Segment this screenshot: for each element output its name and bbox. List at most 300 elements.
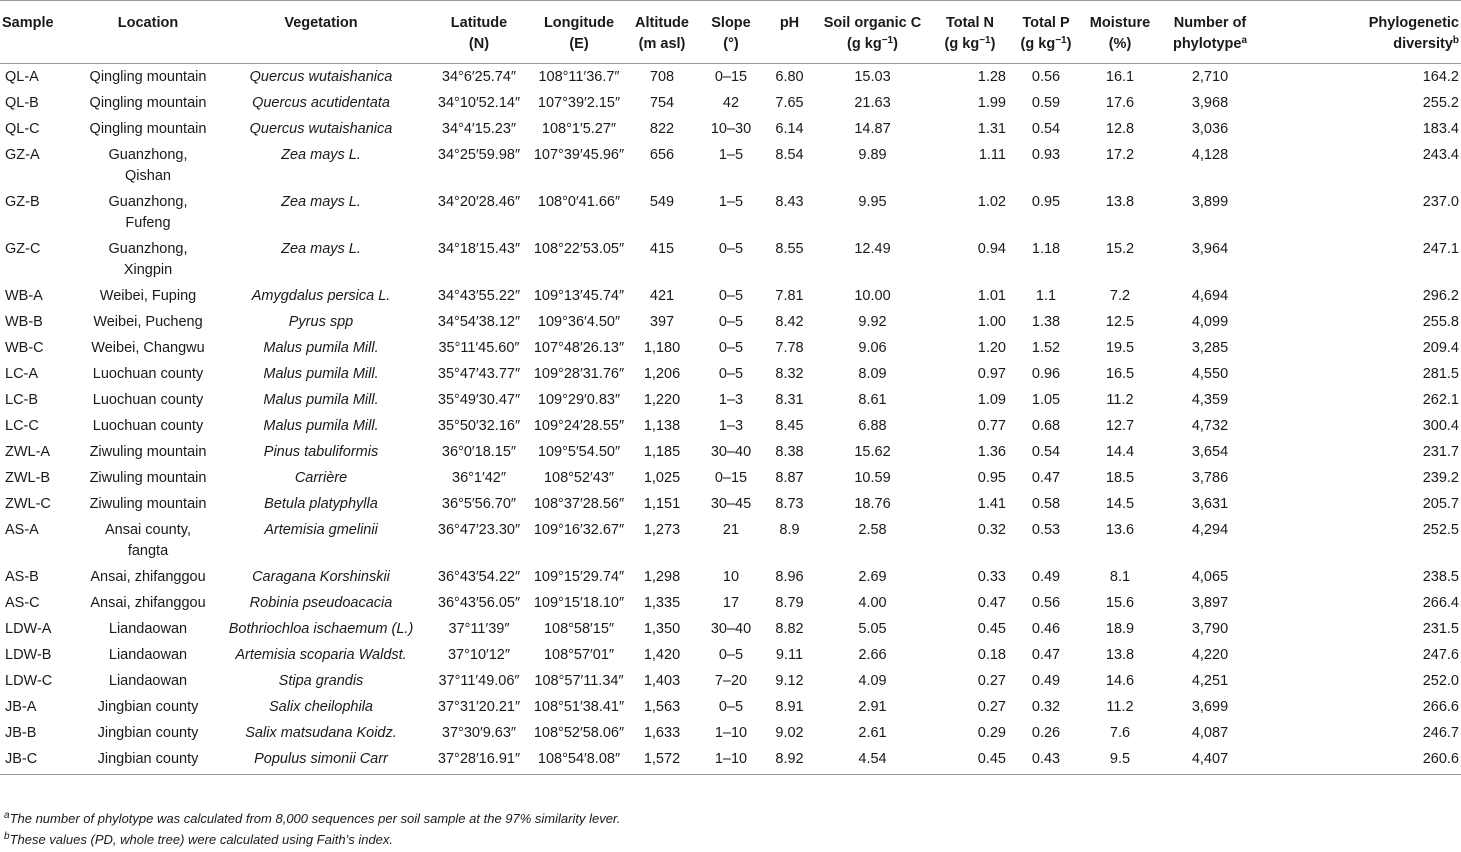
cell-soil-organic-c: 2.58 bbox=[858, 522, 887, 538]
cell-phylotype: 4,251 bbox=[1191, 673, 1229, 689]
cell-phylogenetic-diversity: 238.5 bbox=[1422, 569, 1459, 585]
cell-latitude: 34°10′52.14″ bbox=[437, 95, 521, 111]
table-row bbox=[0, 116, 1461, 142]
cell-phylogenetic-diversity: 252.0 bbox=[1422, 673, 1459, 689]
cell-ph: 8.43 bbox=[775, 194, 804, 210]
cell-phylogenetic-diversity: 266.4 bbox=[1422, 595, 1459, 611]
cell-altitude: 822 bbox=[649, 121, 675, 137]
cell-slope: 0–5 bbox=[718, 366, 744, 382]
cell-soil-organic-c: 10.00 bbox=[854, 288, 891, 304]
cell-latitude: 34°54′38.12″ bbox=[437, 314, 521, 330]
cell-vegetation: Salix cheilophila bbox=[269, 699, 373, 715]
cell-soil-organic-c: 10.59 bbox=[854, 470, 891, 486]
cell-vegetation: Artemisia gmelinii bbox=[264, 522, 378, 538]
location-line: Weibei, Fuping bbox=[99, 288, 197, 304]
cell-location bbox=[82, 189, 214, 236]
cell-longitude: 109°16′32.67″ bbox=[533, 522, 625, 538]
cell-slope: 17 bbox=[722, 595, 740, 611]
cell-soil-organic-c: 14.87 bbox=[854, 121, 891, 137]
cell-total-p: 0.46 bbox=[1031, 621, 1061, 637]
cell-moisture: 13.6 bbox=[1105, 522, 1135, 538]
cell-vegetation: Malus pumila Mill. bbox=[263, 418, 379, 434]
col-header-moisture: Moisture (%) bbox=[1084, 1, 1156, 64]
location-line: Qingling mountain bbox=[89, 95, 207, 111]
cell-longitude: 109°5′54.50″ bbox=[537, 444, 621, 460]
cell-ph: 9.02 bbox=[775, 725, 804, 741]
cell-total-p: 1.1 bbox=[1035, 288, 1057, 304]
cell-vegetation: Malus pumila Mill. bbox=[263, 366, 379, 382]
cell-moisture: 8.1 bbox=[1109, 569, 1131, 585]
cell-phylogenetic-diversity: 296.2 bbox=[1422, 288, 1459, 304]
cell-total-n: 0.27 bbox=[977, 673, 1006, 689]
table-row bbox=[0, 590, 1461, 616]
table-row bbox=[0, 309, 1461, 335]
cell-latitude: 37°10′12″ bbox=[447, 647, 511, 663]
cell-total-n: 1.99 bbox=[977, 95, 1006, 111]
cell-phylotype: 3,699 bbox=[1191, 699, 1229, 715]
cell-vegetation: Salix matsudana Koidz. bbox=[245, 725, 397, 741]
cell-total-p: 1.38 bbox=[1031, 314, 1061, 330]
cell-altitude: 1,403 bbox=[643, 673, 681, 689]
cell-phylogenetic-diversity: 231.5 bbox=[1422, 621, 1459, 637]
cell-moisture: 17.6 bbox=[1105, 95, 1135, 111]
footnote-a: $^a$The number of phylotype was calculated from 8,000 sequences per soil sample at the 97% similarity lever. bbox=[4, 810, 621, 826]
cell-slope: 42 bbox=[722, 95, 740, 111]
cell-phylogenetic-diversity: 209.4 bbox=[1422, 340, 1459, 356]
table-row bbox=[0, 642, 1461, 668]
cell-slope: 1–5 bbox=[718, 147, 744, 163]
cell-slope: 0–5 bbox=[718, 314, 744, 330]
cell-moisture: 12.8 bbox=[1105, 121, 1135, 137]
table-row bbox=[0, 439, 1461, 465]
cell-latitude: 34°20′28.46″ bbox=[437, 194, 521, 210]
col-header-vegetation: Vegetation bbox=[214, 1, 428, 64]
cell-altitude: 754 bbox=[649, 95, 675, 111]
cell-total-p: 0.59 bbox=[1031, 95, 1061, 111]
cell-longitude: 108°58′15″ bbox=[543, 621, 615, 637]
cell-altitude: 1,220 bbox=[643, 392, 681, 408]
col-header-total-p: Total P (g $kg^{-1}$) bbox=[1008, 1, 1084, 64]
cell-total-n: 0.45 bbox=[932, 746, 1008, 775]
table-row bbox=[0, 413, 1461, 439]
cell-sample: LC-B bbox=[5, 392, 39, 408]
cell-altitude: 1,335 bbox=[643, 595, 681, 611]
cell-phylogenetic-diversity: 237.0 bbox=[1422, 194, 1459, 210]
cell-ph: 8.9 bbox=[779, 522, 800, 538]
cell-moisture: 18.9 bbox=[1105, 621, 1135, 637]
cell-total-p: 0.43 bbox=[1008, 746, 1084, 775]
cell-slope: 1–3 bbox=[718, 418, 744, 434]
location-line: Jingbian county bbox=[97, 751, 199, 767]
cell-location bbox=[82, 642, 214, 668]
table-row bbox=[0, 746, 1461, 775]
location-line: Ziwuling mountain bbox=[89, 470, 207, 486]
cell-latitude: 34°18′15.43″ bbox=[437, 241, 521, 257]
cell-total-p: 1.05 bbox=[1031, 392, 1061, 408]
cell-phylotype: 3,786 bbox=[1191, 470, 1229, 486]
cell-longitude: 107°39′2.15″ bbox=[537, 95, 621, 111]
cell-slope: 1–10 bbox=[714, 725, 748, 741]
cell-total-n: 1.00 bbox=[977, 314, 1006, 330]
cell-phylogenetic-diversity: 255.8 bbox=[1422, 314, 1459, 330]
cell-location bbox=[82, 668, 214, 694]
cell-longitude: 108°54′8.08″ bbox=[530, 746, 628, 775]
cell-latitude: 35°11′45.60″ bbox=[438, 340, 520, 356]
table-header-row bbox=[0, 1, 1461, 64]
location-line: Ansai, zhifanggou bbox=[90, 569, 206, 585]
cell-altitude: 1,151 bbox=[643, 496, 681, 512]
cell-latitude: 37°30′9.63″ bbox=[441, 725, 517, 741]
cell-moisture: 14.5 bbox=[1105, 496, 1135, 512]
cell-latitude: 37°11′49.06″ bbox=[438, 673, 520, 689]
cell-sample: QL-B bbox=[5, 95, 39, 111]
cell-soil-organic-c: 8.61 bbox=[858, 392, 887, 408]
location-line: Liandaowan bbox=[108, 673, 188, 689]
cell-ph: 8.55 bbox=[775, 241, 804, 257]
table-row bbox=[0, 564, 1461, 590]
footnote-b: $^b$These values (PD, whole tree) were calculated using Faith’s index. bbox=[4, 831, 394, 847]
cell-slope: 0–15 bbox=[714, 470, 748, 486]
cell-sample: QL-C bbox=[5, 121, 40, 137]
location-line: Liandaowan bbox=[108, 621, 188, 637]
cell-location bbox=[82, 387, 214, 413]
location-line: fangta bbox=[127, 543, 169, 559]
cell-phylogenetic-diversity: 262.1 bbox=[1422, 392, 1459, 408]
cell-total-n: 1.20 bbox=[977, 340, 1006, 356]
col-header-altitude: Altitude (m asl) bbox=[628, 1, 696, 64]
cell-location bbox=[82, 616, 214, 642]
cell-total-n: 0.29 bbox=[977, 725, 1006, 741]
cell-soil-organic-c: 15.03 bbox=[854, 69, 891, 85]
col-header-sample: Sample bbox=[0, 1, 82, 64]
cell-slope: 30–45 bbox=[710, 496, 752, 512]
cell-total-p: 1.18 bbox=[1031, 241, 1061, 257]
cell-sample: ZWL-B bbox=[5, 470, 51, 486]
cell-total-n: 0.27 bbox=[977, 699, 1006, 715]
cell-phylotype: 3,285 bbox=[1191, 340, 1229, 356]
cell-latitude: 36°43′54.22″ bbox=[437, 569, 521, 585]
cell-total-n: 1.36 bbox=[977, 444, 1006, 460]
cell-moisture: 7.2 bbox=[1109, 288, 1131, 304]
cell-latitude: 35°50′32.16″ bbox=[437, 418, 521, 434]
cell-total-n: 0.97 bbox=[977, 366, 1006, 382]
cell-altitude: 1,180 bbox=[643, 340, 681, 356]
cell-phylogenetic-diversity: 281.5 bbox=[1422, 366, 1459, 382]
cell-longitude: 108°1′5.27″ bbox=[541, 121, 617, 137]
cell-longitude: 108°11′36.7″ bbox=[538, 69, 620, 85]
location-line: Qingling mountain bbox=[89, 121, 207, 137]
cell-slope: 10 bbox=[722, 569, 740, 585]
cell-altitude: 708 bbox=[649, 69, 675, 85]
cell-slope: 0–5 bbox=[718, 647, 744, 663]
cell-altitude: 1,298 bbox=[643, 569, 681, 585]
cell-moisture: 12.5 bbox=[1105, 314, 1135, 330]
cell-sample: LDW-A bbox=[5, 621, 52, 637]
cell-slope: 1–3 bbox=[718, 392, 744, 408]
cell-ph: 9.11 bbox=[775, 647, 804, 663]
cell-sample: WB-A bbox=[5, 288, 43, 304]
cell-slope: 30–40 bbox=[710, 444, 752, 460]
cell-phylotype: 4,407 bbox=[1156, 746, 1264, 775]
table-row bbox=[0, 387, 1461, 413]
location-line: Qingling mountain bbox=[89, 69, 207, 85]
cell-latitude: 37°28′16.91″ bbox=[428, 746, 530, 775]
cell-longitude: 108°52′58.06″ bbox=[533, 725, 625, 741]
cell-altitude: 1,025 bbox=[643, 470, 681, 486]
cell-soil-organic-c: 12.49 bbox=[854, 241, 891, 257]
cell-latitude: 35°47′43.77″ bbox=[437, 366, 521, 382]
cell-location bbox=[82, 283, 214, 309]
location-line: Jingbian county bbox=[97, 725, 199, 741]
cell-location bbox=[82, 491, 214, 517]
cell-total-n: 1.41 bbox=[977, 496, 1006, 512]
cell-total-n: 1.11 bbox=[978, 147, 1006, 163]
cell-ph: 6.80 bbox=[775, 69, 804, 85]
cell-slope: 0–5 bbox=[718, 340, 744, 356]
cell-moisture: 14.6 bbox=[1105, 673, 1135, 689]
cell-longitude: 107°39′45.96″ bbox=[533, 147, 625, 163]
cell-phylotype: 3,897 bbox=[1191, 595, 1229, 611]
cell-sample: LDW-B bbox=[5, 647, 52, 663]
cell-longitude: 109°24′28.55″ bbox=[533, 418, 625, 434]
cell-location bbox=[82, 694, 214, 720]
cell-altitude: 1,572 bbox=[628, 746, 696, 775]
cell-phylotype: 3,790 bbox=[1191, 621, 1229, 637]
cell-vegetation: Robinia pseudoacacia bbox=[249, 595, 393, 611]
cell-sample: WB-B bbox=[5, 314, 43, 330]
cell-soil-organic-c: 4.54 bbox=[813, 746, 932, 775]
cell-longitude: 109°29′0.83″ bbox=[537, 392, 621, 408]
cell-phylotype: 3,654 bbox=[1191, 444, 1229, 460]
cell-total-n: 0.47 bbox=[977, 595, 1006, 611]
cell-sample: JB-B bbox=[5, 725, 37, 741]
cell-location bbox=[82, 335, 214, 361]
cell-longitude: 109°28′31.76″ bbox=[533, 366, 625, 382]
cell-location bbox=[82, 142, 214, 189]
cell-total-n: 0.18 bbox=[977, 647, 1006, 663]
cell-ph: 8.45 bbox=[775, 418, 804, 434]
cell-ph: 8.54 bbox=[775, 147, 804, 163]
cell-location bbox=[82, 746, 214, 775]
cell-phylotype: 4,065 bbox=[1191, 569, 1229, 585]
cell-altitude: 1,633 bbox=[643, 725, 681, 741]
cell-location bbox=[82, 236, 214, 283]
cell-soil-organic-c: 6.88 bbox=[858, 418, 887, 434]
cell-altitude: 656 bbox=[649, 147, 675, 163]
cell-moisture: 17.2 bbox=[1105, 147, 1135, 163]
cell-ph: 8.92 bbox=[766, 746, 813, 775]
cell-slope: 1–5 bbox=[718, 194, 744, 210]
cell-location bbox=[82, 90, 214, 116]
cell-latitude: 36°43′56.05″ bbox=[437, 595, 521, 611]
cell-vegetation: Artemisia scoparia Waldst. bbox=[235, 647, 407, 663]
cell-soil-organic-c: 2.61 bbox=[858, 725, 887, 741]
cell-longitude: 108°51′38.41″ bbox=[533, 699, 625, 715]
location-line: Luochuan county bbox=[92, 392, 204, 408]
cell-soil-organic-c: 5.05 bbox=[858, 621, 887, 637]
cell-moisture: 15.6 bbox=[1105, 595, 1135, 611]
cell-moisture: 11.2 bbox=[1106, 699, 1134, 715]
cell-phylogenetic-diversity: 247.6 bbox=[1422, 647, 1459, 663]
cell-latitude: 34°6′25.74″ bbox=[441, 69, 517, 85]
table-body bbox=[0, 64, 1461, 775]
col-header-total-n: Total N (g $kg^{-1}$) bbox=[932, 1, 1008, 64]
cell-vegetation: Malus pumila Mill. bbox=[263, 340, 379, 356]
cell-vegetation: Bothriochloa ischaemum (L.) bbox=[228, 621, 414, 637]
cell-total-p: 0.54 bbox=[1031, 121, 1061, 137]
cell-ph: 6.14 bbox=[775, 121, 804, 137]
cell-ph: 8.32 bbox=[775, 366, 804, 382]
cell-total-p: 0.47 bbox=[1031, 470, 1061, 486]
cell-latitude: 37°31′20.21″ bbox=[437, 699, 521, 715]
cell-ph: 8.82 bbox=[775, 621, 804, 637]
location-line: Guanzhong, bbox=[108, 241, 188, 257]
cell-total-n: 1.09 bbox=[977, 392, 1006, 408]
cell-longitude: 108°0′41.66″ bbox=[537, 194, 621, 210]
cell-soil-organic-c: 18.76 bbox=[854, 496, 891, 512]
col-header-phylogenetic-diversity: Phylogenetic diversity$^b$ bbox=[1264, 1, 1461, 64]
table-row bbox=[0, 517, 1461, 564]
col-header-soil-organic-c: Soil organic C (g $kg^{-1}$) bbox=[813, 1, 932, 64]
table-row bbox=[0, 236, 1461, 283]
cell-soil-organic-c: 4.00 bbox=[858, 595, 887, 611]
cell-sample: GZ-C bbox=[5, 241, 41, 257]
cell-latitude: 34°4′15.23″ bbox=[441, 121, 517, 137]
cell-total-p: 0.54 bbox=[1031, 444, 1061, 460]
col-header-latitude: Latitude (N) bbox=[428, 1, 530, 64]
table-row bbox=[0, 694, 1461, 720]
cell-total-p: 0.68 bbox=[1031, 418, 1061, 434]
cell-location bbox=[82, 361, 214, 387]
cell-phylotype: 3,899 bbox=[1191, 194, 1229, 210]
cell-phylogenetic-diversity: 252.5 bbox=[1422, 522, 1459, 538]
cell-soil-organic-c: 9.95 bbox=[858, 194, 887, 210]
cell-ph: 9.12 bbox=[775, 673, 804, 689]
cell-latitude: 36°5′56.70″ bbox=[441, 496, 517, 512]
cell-location bbox=[82, 564, 214, 590]
cell-vegetation: Carrière bbox=[294, 470, 348, 486]
cell-ph: 8.91 bbox=[775, 699, 804, 715]
location-line: Ansai county, bbox=[105, 522, 191, 538]
cell-longitude: 109°36′4.50″ bbox=[537, 314, 621, 330]
cell-moisture: 19.5 bbox=[1105, 340, 1135, 356]
table-row bbox=[0, 361, 1461, 387]
cell-total-p: 0.47 bbox=[1031, 647, 1061, 663]
cell-phylotype: 3,968 bbox=[1191, 95, 1229, 111]
cell-altitude: 549 bbox=[649, 194, 675, 210]
cell-soil-organic-c: 2.69 bbox=[858, 569, 887, 585]
cell-moisture: 16.5 bbox=[1105, 366, 1135, 382]
cell-phylotype: 4,694 bbox=[1191, 288, 1229, 304]
cell-phylotype: 3,631 bbox=[1191, 496, 1229, 512]
table-row bbox=[0, 491, 1461, 517]
cell-longitude: 108°52′43″ bbox=[543, 470, 615, 486]
location-line: Guanzhong, bbox=[108, 194, 188, 210]
cell-vegetation: Malus pumila Mill. bbox=[263, 392, 379, 408]
cell-total-p: 0.95 bbox=[1031, 194, 1061, 210]
cell-vegetation: Populus simonii Carr bbox=[214, 746, 428, 775]
cell-moisture: 15.2 bbox=[1105, 241, 1135, 257]
cell-location bbox=[82, 413, 214, 439]
cell-phylotype: 4,732 bbox=[1191, 418, 1229, 434]
cell-longitude: 108°37′28.56″ bbox=[533, 496, 625, 512]
cell-ph: 8.96 bbox=[775, 569, 804, 585]
location-line: Jingbian county bbox=[97, 699, 199, 715]
location-line: Xingpin bbox=[123, 262, 173, 278]
cell-ph: 8.31 bbox=[775, 392, 804, 408]
cell-phylotype: 4,294 bbox=[1191, 522, 1229, 538]
cell-latitude: 35°49′30.47″ bbox=[437, 392, 521, 408]
cell-total-p: 0.26 bbox=[1031, 725, 1061, 741]
cell-total-p: 0.49 bbox=[1031, 569, 1061, 585]
location-line: Weibei, Changwu bbox=[91, 340, 205, 356]
cell-slope: 0–5 bbox=[718, 699, 744, 715]
cell-location bbox=[82, 590, 214, 616]
cell-phylotype: 4,087 bbox=[1191, 725, 1229, 741]
location-line: Liandaowan bbox=[108, 647, 188, 663]
cell-location bbox=[82, 64, 214, 91]
cell-longitude: 108°57′11.34″ bbox=[534, 673, 624, 689]
cell-ph: 8.87 bbox=[775, 470, 804, 486]
cell-sample: WB-C bbox=[5, 340, 44, 356]
location-line: Fufeng bbox=[125, 215, 171, 231]
cell-moisture: 14.4 bbox=[1105, 444, 1135, 460]
cell-total-n: 0.32 bbox=[977, 522, 1006, 538]
cell-soil-organic-c: 15.62 bbox=[854, 444, 891, 460]
cell-phylotype: 3,964 bbox=[1191, 241, 1229, 257]
cell-sample: AS-B bbox=[5, 569, 39, 585]
cell-latitude: 36°0′18.15″ bbox=[441, 444, 517, 460]
cell-total-p: 1.52 bbox=[1031, 340, 1061, 356]
cell-total-p: 0.56 bbox=[1031, 595, 1061, 611]
location-line: Ziwuling mountain bbox=[89, 496, 207, 512]
cell-phylotype: 4,550 bbox=[1191, 366, 1229, 382]
cell-vegetation: Betula platyphylla bbox=[264, 496, 378, 512]
cell-latitude: 36°47′23.30″ bbox=[437, 522, 521, 538]
cell-soil-organic-c: 2.91 bbox=[858, 699, 887, 715]
cell-ph: 8.38 bbox=[775, 444, 804, 460]
location-line: Ansai, zhifanggou bbox=[90, 595, 206, 611]
cell-phylotype: 4,220 bbox=[1191, 647, 1229, 663]
cell-sample: LC-C bbox=[5, 418, 39, 434]
cell-slope: 0–5 bbox=[718, 241, 744, 257]
location-line: Ziwuling mountain bbox=[89, 444, 207, 460]
cell-vegetation: Zea mays L. bbox=[281, 194, 361, 210]
cell-phylotype: 4,128 bbox=[1191, 147, 1229, 163]
cell-slope: 30–40 bbox=[710, 621, 752, 637]
cell-soil-organic-c: 4.09 bbox=[858, 673, 887, 689]
cell-altitude: 1,563 bbox=[643, 699, 681, 715]
cell-location bbox=[82, 720, 214, 746]
cell-total-n: 1.28 bbox=[977, 69, 1006, 85]
cell-total-p: 0.96 bbox=[1031, 366, 1061, 382]
cell-phylogenetic-diversity: 300.4 bbox=[1422, 418, 1459, 434]
cell-sample: ZWL-C bbox=[5, 496, 51, 512]
cell-moisture: 16.1 bbox=[1105, 69, 1135, 85]
cell-ph: 8.79 bbox=[775, 595, 804, 611]
cell-ph: 7.65 bbox=[775, 95, 804, 111]
cell-ph: 8.42 bbox=[775, 314, 804, 330]
cell-slope: 10–30 bbox=[710, 121, 752, 137]
cell-longitude: 109°15′18.10″ bbox=[533, 595, 625, 611]
cell-ph: 8.73 bbox=[775, 496, 804, 512]
col-header-longitude: Longitude (E) bbox=[530, 1, 628, 64]
cell-sample: ZWL-A bbox=[5, 444, 51, 460]
cell-ph: 7.81 bbox=[775, 288, 804, 304]
cell-total-p: 0.56 bbox=[1031, 69, 1061, 85]
cell-longitude: 107°48′26.13″ bbox=[533, 340, 625, 356]
cell-moisture: 12.7 bbox=[1105, 418, 1135, 434]
